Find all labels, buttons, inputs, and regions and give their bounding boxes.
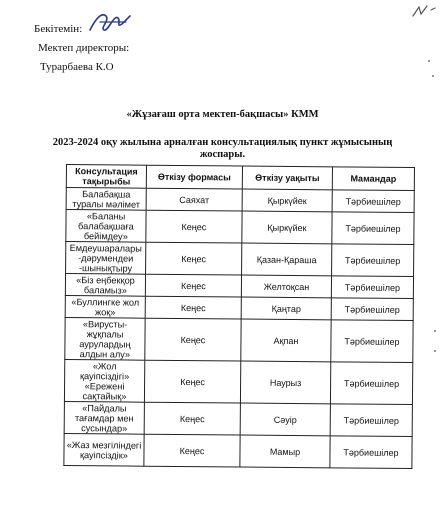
cell-topic: «Жол қауіпсіздігі» «Ережені сақтайық» bbox=[64, 359, 144, 402]
cell-topic: Емдеушаралары -дәрумендеи -шынықтыру bbox=[66, 242, 146, 275]
scan-speck-2 bbox=[432, 75, 434, 77]
cell-specialists: Тәрбиешілер bbox=[331, 320, 413, 363]
cell-specialists: Тәрбиешілер bbox=[331, 298, 413, 321]
cell-specialists: Тәрбиешілер bbox=[332, 190, 414, 213]
signature-icon bbox=[86, 10, 134, 36]
cell-topic: «Вирусты-жұқпалы аурулардың алдын алу» bbox=[65, 317, 145, 360]
cell-topic: «Пайдалы тағамдар мен сусындар» bbox=[64, 401, 144, 434]
cell-form: Кеңес bbox=[145, 274, 241, 297]
table-row bbox=[64, 359, 412, 404]
cell-form: Кеңес bbox=[146, 242, 242, 275]
cell-time: Қыркүйек bbox=[242, 211, 332, 244]
cell-topic: «Жаз мезгіліндегі қауіпсіздік» bbox=[64, 433, 144, 466]
cell-specialists: Тәрбиешілер bbox=[331, 276, 413, 299]
cell-form: Кеңес bbox=[144, 434, 240, 467]
table-row bbox=[66, 242, 414, 277]
cell-specialists: Тәрбиешілер bbox=[332, 244, 414, 277]
cell-form: Кеңес bbox=[144, 360, 240, 403]
cell-form: Кеңес bbox=[145, 318, 241, 361]
director-name: Турарбаева К.О bbox=[40, 61, 114, 73]
scan-speck-1 bbox=[428, 60, 430, 62]
table-row bbox=[66, 210, 414, 245]
cell-topic: «Біз еңбекқор баламыз» bbox=[65, 274, 145, 297]
table-header-row bbox=[66, 165, 414, 191]
cell-topic: Балабақша туралы мәлімет bbox=[66, 188, 146, 211]
table-row bbox=[64, 433, 412, 468]
cell-form: Саяхат bbox=[146, 188, 242, 211]
cell-time: Желтоқсан bbox=[241, 275, 331, 298]
header-specialists: Мамандар bbox=[332, 167, 414, 191]
cell-time: Қыркүйек bbox=[242, 189, 332, 212]
header-time: Өткізу уақыты bbox=[242, 166, 332, 190]
pen-mark-icon bbox=[411, 4, 437, 18]
cell-form: Кеңес bbox=[144, 402, 240, 435]
cell-form: Кеңес bbox=[145, 296, 241, 319]
approved-label: Бекітемін: bbox=[34, 23, 83, 35]
table-row bbox=[64, 401, 412, 436]
table-row bbox=[65, 295, 413, 320]
cell-time: Наурыз bbox=[240, 361, 330, 404]
document-title: 2023-2024 оқу жылына арналған консультациялық пункт жұмысының жоспары. bbox=[52, 137, 393, 160]
approval-block bbox=[34, 20, 129, 77]
header-topic: Консультация тақырыбы bbox=[66, 165, 146, 189]
table-row bbox=[65, 317, 413, 362]
scan-speck-4 bbox=[434, 350, 436, 352]
consultation-plan-table bbox=[63, 164, 415, 469]
cell-specialists: Тәрбиешілер bbox=[332, 212, 414, 245]
cell-specialists: Тәрбиешілер bbox=[330, 404, 412, 437]
table-row bbox=[65, 274, 413, 299]
approved-line bbox=[34, 20, 129, 39]
cell-time: Мамыр bbox=[240, 435, 330, 468]
cell-time: Қаңтар bbox=[241, 297, 331, 320]
cell-time: Сәуір bbox=[240, 403, 330, 436]
table-row bbox=[66, 188, 414, 213]
header-form: Өткізу формасы bbox=[146, 165, 242, 189]
director-label: Мектеп директоры: bbox=[38, 42, 130, 54]
cell-topic: «Баланы балабақшаға бейімдеу» bbox=[66, 210, 146, 243]
cell-specialists: Тәрбиешілер bbox=[330, 362, 412, 405]
cell-time: Қазан-Қараша bbox=[242, 243, 332, 276]
cell-topic: «Буллингке жол жоқ» bbox=[65, 295, 145, 318]
cell-form: Кеңес bbox=[146, 210, 242, 243]
organization-name: «Жұзағаш орта мектеп-бақшасы» КММ bbox=[126, 109, 319, 120]
scan-speck-3 bbox=[434, 330, 436, 332]
cell-specialists: Тәрбиешілер bbox=[330, 436, 412, 469]
cell-time: Ақпан bbox=[241, 319, 331, 362]
